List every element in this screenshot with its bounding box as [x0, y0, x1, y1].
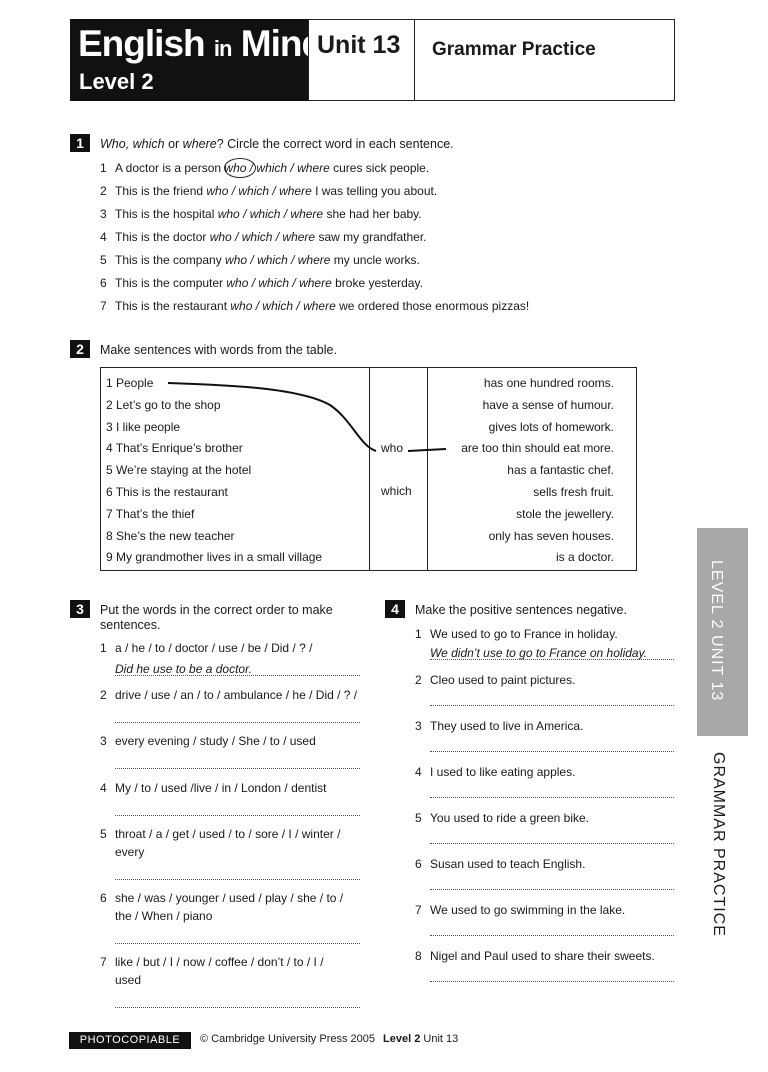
item-options: who / which / where — [217, 207, 324, 221]
table-left-cell: 2 Let’s go to the shop — [106, 397, 221, 412]
item-number: 6 — [100, 891, 107, 905]
list-item — [100, 688, 357, 702]
answer-line — [430, 935, 674, 936]
list-item — [100, 827, 340, 841]
item-text: she / was / younger / used / play / she / to / — [115, 891, 344, 905]
answer-line — [430, 659, 674, 660]
item-text: This is the friend — [115, 184, 207, 198]
table-left-cell: 3 I like people — [106, 419, 181, 434]
item-number: 5 — [415, 811, 422, 825]
item-number: 4 — [415, 765, 422, 779]
item-text: This is the company — [115, 253, 226, 267]
item-text-end: my uncle works. — [330, 253, 420, 267]
exercise-3-instruction: Put the words in the correct order to make sentences. — [100, 603, 333, 632]
item-options: who / which / where — [209, 230, 316, 244]
table-left-cell: 4 That’s Enrique’s brother — [106, 441, 243, 456]
item-number: 7 — [100, 955, 107, 969]
item-text: a / he / to / doctor / use / be / Did / ? / — [115, 641, 313, 655]
answer-text: Did he use to be a doctor. — [115, 662, 252, 676]
level-label: Level 2 — [79, 69, 154, 94]
item-text-continued: used — [115, 973, 142, 987]
answer-line — [115, 943, 360, 944]
footer-level: Level 2 — [383, 1033, 421, 1045]
exercise-3-number: 3 — [70, 600, 90, 618]
answer-line — [115, 815, 360, 816]
instruction-rest: ? Circle the correct word in each sentence. — [216, 137, 454, 151]
answer-line — [115, 675, 360, 676]
item-text: This is the hospital — [115, 207, 218, 221]
table-left-cell: 1 People — [106, 376, 154, 390]
copyright: © Cambridge University Press 2005 — [200, 1033, 376, 1045]
item-number: 7 — [100, 299, 107, 313]
item-text: We used to go swimming in the lake. — [430, 903, 626, 917]
item-number: 2 — [415, 673, 422, 687]
item-number: 6 — [415, 857, 422, 871]
list-item — [415, 903, 625, 917]
answer-line — [430, 889, 674, 890]
list-item — [100, 781, 326, 795]
item-text: They used to live in America. — [430, 719, 584, 733]
item-options: who / which / where — [224, 161, 330, 175]
table-right-cell: have a sense of humour. — [482, 397, 614, 412]
list-item — [415, 627, 618, 641]
item-number: 8 — [415, 949, 422, 963]
table-left-cell: 6 This is the restaurant — [106, 485, 228, 499]
item-options: who / which / where — [225, 253, 331, 267]
side-tab-label: LEVEL 2 UNIT 13 — [708, 560, 725, 702]
item-number: 2 — [100, 184, 107, 198]
answer-line — [430, 843, 674, 844]
table-left-cell: 5 We’re staying at the hotel — [106, 463, 252, 478]
item-number: 1 — [415, 627, 422, 641]
footer-text — [200, 1033, 458, 1045]
photocopiable-badge: PHOTOCOPIABLE — [69, 1032, 191, 1049]
table-left-cell: 7 That’s the thief — [106, 506, 195, 521]
item-text: drive / use / an / to / ambulance / he / Did / ? / — [115, 688, 358, 702]
item-text: every evening / study / She / to / used — [115, 734, 316, 748]
answer-line — [115, 1007, 360, 1008]
answer-line — [430, 981, 674, 982]
item-text-end: saw my grandfather. — [315, 230, 427, 244]
item-text: A doctor is a person — [115, 161, 225, 175]
table-middle-which: which — [381, 484, 412, 498]
table-middle-who: who — [381, 441, 404, 455]
instruction-who-which: Who, which — [100, 137, 165, 151]
side-tab — [697, 528, 748, 736]
answer-line — [430, 797, 674, 798]
item-number: 2 — [100, 688, 107, 702]
item-text: This is the doctor — [115, 230, 210, 244]
item-number: 6 — [100, 276, 107, 290]
item-text-continued: every — [115, 845, 145, 859]
answer-line — [115, 879, 360, 880]
item-text-end: we ordered those enormous pizzas! — [335, 299, 530, 313]
item-number: 1 — [100, 641, 107, 655]
item-options: who / which / where — [206, 184, 312, 198]
item-text: throat / a / get / used / to / sore / I / winter / — [115, 827, 341, 841]
unit-label: Unit 13 — [317, 31, 401, 59]
table-right-cell: stole the jewellery. — [516, 506, 614, 521]
item-number: 5 — [100, 827, 107, 841]
table-right-cell: are too thin should eat more. — [461, 441, 614, 456]
item-text-end: cures sick people. — [329, 161, 430, 175]
item-text: This is the computer — [115, 276, 227, 290]
table-right-cell: sells fresh fruit. — [533, 485, 614, 499]
table-left-cell: 8 She’s the new teacher — [106, 528, 235, 543]
item-text: I used to like eating apples. — [430, 765, 576, 779]
item-number: 3 — [100, 207, 107, 221]
exercise-4-number: 4 — [385, 600, 405, 618]
item-text: like / but / I / now / coffee / don’t / to / I / — [115, 955, 324, 969]
side-label: GRAMMAR PRACTICE — [710, 752, 727, 937]
item-number: 4 — [100, 781, 107, 795]
logo-word-english: English — [78, 23, 205, 64]
answer-line — [430, 751, 674, 752]
exercise-2-instruction: Make sentences with words from the table. — [100, 343, 337, 357]
item-text-continued: the / When / piano — [115, 909, 213, 923]
item-text-end: broke yesterday. — [331, 276, 423, 290]
item-number: 1 — [100, 161, 107, 175]
table-right-cell: has a fantastic chef. — [507, 463, 614, 478]
item-text-end: I was telling you about. — [311, 184, 438, 198]
list-item — [415, 765, 575, 779]
list-item — [100, 734, 316, 748]
answer-line — [115, 722, 360, 723]
list-item — [100, 891, 343, 905]
item-number: 3 — [100, 734, 107, 748]
list-item — [100, 955, 324, 969]
footer-unit: Unit 13 — [423, 1033, 459, 1045]
item-number: 7 — [415, 903, 422, 917]
table-left-cell: 9 My grandmother lives in a small village — [106, 550, 323, 565]
list-item — [415, 719, 583, 733]
item-text: We used to go to France in holiday. — [430, 627, 618, 641]
item-text: You used to ride a green bike. — [430, 811, 590, 825]
table-right-cell: has one hundred rooms. — [483, 376, 614, 390]
exercise-4-instruction: Make the positive sentences negative. — [415, 603, 627, 617]
list-item — [415, 949, 655, 963]
item-text: Susan used to teach English. — [430, 857, 586, 871]
logo-word-mind: Mind — [240, 23, 324, 64]
item-text-end: she had her baby. — [323, 207, 422, 221]
exercise-1-number: 1 — [70, 134, 90, 152]
item-text: Nigel and Paul used to share their sweets. — [430, 949, 655, 963]
list-item — [100, 641, 312, 655]
table-right-cell: gives lots of homework. — [488, 419, 614, 434]
table-right-cell: is a doctor. — [555, 550, 614, 565]
exercise-2-number: 2 — [70, 340, 90, 358]
item-number: 5 — [100, 253, 107, 267]
list-item — [415, 673, 575, 687]
logo-word-in: in — [213, 36, 232, 61]
item-options: who / which / where — [226, 276, 332, 290]
answer-line — [115, 768, 360, 769]
item-text: This is the restaurant — [115, 299, 231, 313]
answer-line — [430, 705, 674, 706]
answer-text: We didn’t use to go to France on holiday. — [430, 646, 648, 660]
item-options: who / which / where — [230, 299, 336, 313]
instruction-or: or — [164, 137, 183, 151]
table-right-cell: only has seven houses. — [488, 528, 614, 543]
item-text: Cleo used to paint pictures. — [430, 673, 576, 687]
instruction-where: where — [182, 137, 217, 151]
item-text: My / to / used /live / in / London / dentist — [115, 781, 327, 795]
item-number: 4 — [100, 230, 107, 244]
page-title: Grammar Practice — [432, 39, 596, 60]
list-item — [415, 857, 585, 871]
list-item — [415, 811, 589, 825]
item-number: 3 — [415, 719, 422, 733]
